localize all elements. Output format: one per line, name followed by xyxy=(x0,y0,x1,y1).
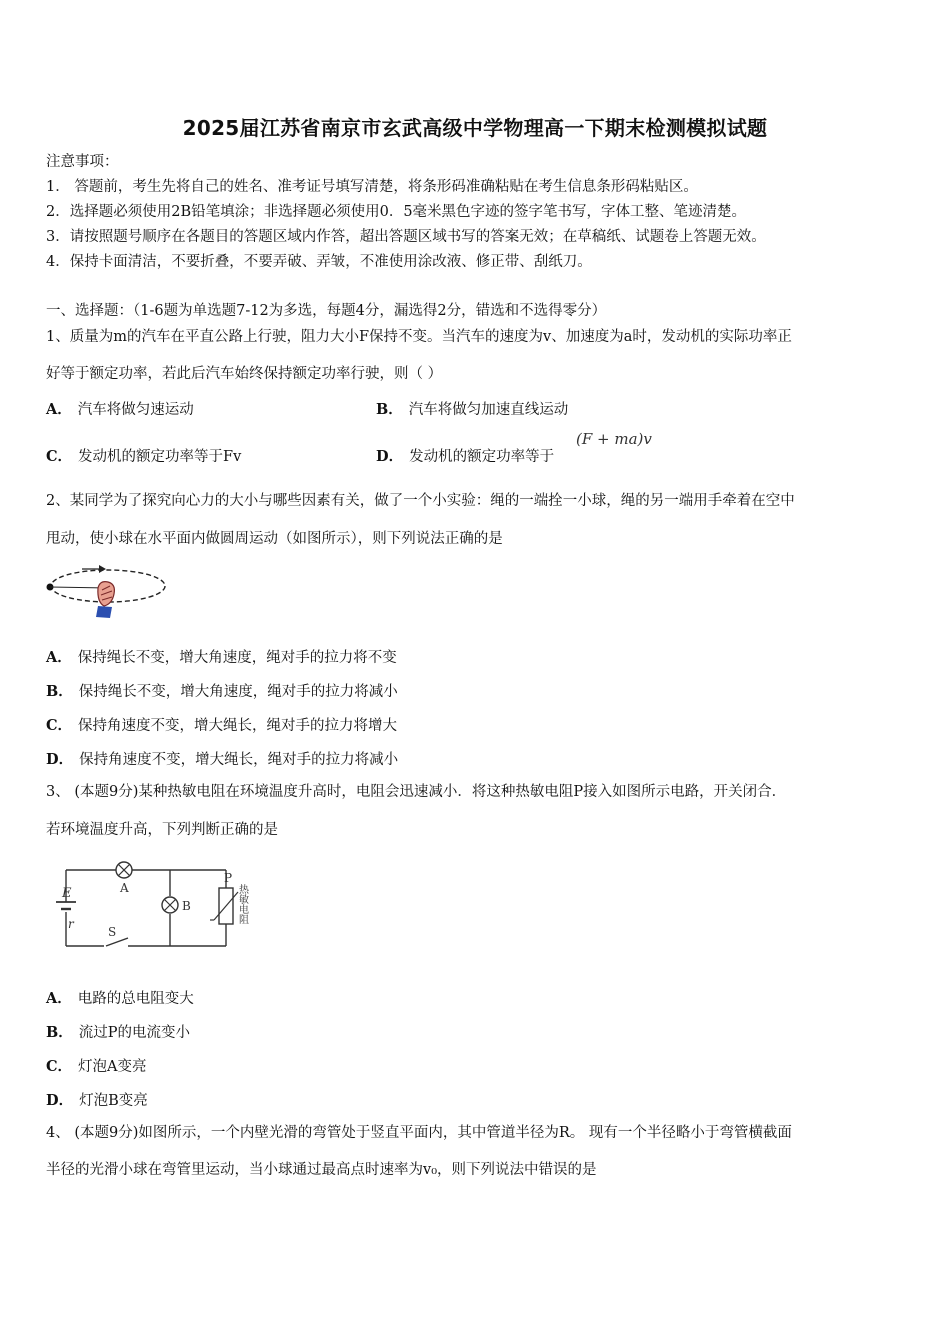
question-2-text: 2、某同学为了探究向心力的大小与哪些因素有关，做了一个小实验：绳的一端拴一小球，绳的另一端用手牵着在空中 xyxy=(46,493,795,509)
sleeve-icon xyxy=(96,606,112,618)
question-2-text: 甩动，使小球在水平面内做圆周运动（如图所示），则下列说法正确的是 xyxy=(46,531,503,547)
option-text: 流过P的电流变小 xyxy=(78,1025,191,1041)
option-text: 保持角速度不变，增大绳长，绳对手的拉力将增大 xyxy=(78,718,398,734)
question-4-text: 半径的光滑小球在弯管里运动，当小球通过最高点时速率为v₀，则下列说法中错误的是 xyxy=(46,1162,597,1178)
switch-lever xyxy=(106,938,128,946)
option-text: 发动机的额定功率等于 xyxy=(409,449,555,465)
circular-motion-figure xyxy=(42,560,170,630)
option-label: D． xyxy=(46,1092,74,1109)
option-label: B． xyxy=(46,683,73,700)
option-text: 发动机的额定功率等于Fv xyxy=(78,449,242,465)
option-text: 灯泡B变亮 xyxy=(79,1093,148,1109)
q3-option-d[interactable] xyxy=(46,1089,148,1110)
q2-option-d[interactable] xyxy=(46,748,398,769)
label-e: E xyxy=(62,886,72,901)
q1-option-c[interactable] xyxy=(46,445,241,466)
option-text: 保持绳长不变，增大角速度，绳对手的拉力将减小 xyxy=(78,684,398,700)
formula-power: (F + ma)v xyxy=(576,430,652,448)
question-4-text: 4、 (本题9分)如图所示，一个内壁光滑的弯管处于竖直平面内，其中管道半径为R。 现有一个半径略小于弯管横截面 xyxy=(46,1125,792,1141)
option-label: D． xyxy=(376,448,404,465)
question-1-text: 1、质量为m的汽车在平直公路上行驶，阻力大小F保持不变。当汽车的速度为v、加速度为a时，发动机的实际功率正 xyxy=(46,329,792,345)
note-item: 4．保持卡面清洁，不要折叠，不要弄破、弄皱，不准使用涂改液、修正带、刮纸刀。 xyxy=(46,254,592,270)
option-text: 灯泡A变亮 xyxy=(78,1059,147,1075)
label-s: S xyxy=(108,925,117,939)
q1-option-d[interactable] xyxy=(376,445,554,466)
option-label: C． xyxy=(46,1058,73,1075)
question-3-text: 若环境温度升高，下列判断正确的是 xyxy=(46,822,278,838)
q3-option-a[interactable] xyxy=(46,987,194,1008)
question-3-text: 3、 (本题9分)某种热敏电阻在环境温度升高时，电阻会迅速减小．将这种热敏电阻P接入如图所示电路，开关闭合． xyxy=(46,784,787,800)
section-heading: 一、选择题：（1-6题为单选题7-12为多选，每题4分，漏选得2分，错选和不选得零分） xyxy=(46,303,607,319)
option-text: 保持角速度不变，增大绳长，绳对手的拉力将减小 xyxy=(79,752,399,768)
label-p: P xyxy=(224,871,233,885)
q1-option-a[interactable] xyxy=(46,398,194,419)
option-text: 电路的总电阻变大 xyxy=(77,991,194,1007)
q2-option-b[interactable] xyxy=(46,680,398,701)
note-item: 2．选择题必须使用2B铅笔填涂；非选择题必须使用0．5毫米黑色字迹的签字笔书写，字体工整、笔迹清楚。 xyxy=(46,204,747,220)
q3-option-b[interactable] xyxy=(46,1021,190,1042)
note-item: 1． 答题前，考生先将自己的姓名、准考证号填写清楚，将条形码准确粘贴在考生信息条形码粘贴区。 xyxy=(46,179,698,195)
option-label: B． xyxy=(376,401,403,418)
option-label: A． xyxy=(46,990,72,1007)
notes-heading: 注意事项： xyxy=(46,154,119,170)
question-1-text: 好等于额定功率，若此后汽车始终保持额定功率行驶，则（ ） xyxy=(46,366,443,382)
option-text: 汽车将做匀速运动 xyxy=(77,402,194,418)
arrow-head-icon xyxy=(99,565,106,573)
circuit-diagram xyxy=(44,852,264,962)
option-text: 汽车将做匀加速直线运动 xyxy=(408,402,569,418)
option-text: 保持绳长不变，增大角速度，绳对手的拉力将不变 xyxy=(77,650,397,666)
label-a: A xyxy=(120,881,129,895)
option-label: D． xyxy=(46,751,74,768)
label-thermistor: 热敏电阻 xyxy=(236,884,248,924)
q2-option-a[interactable] xyxy=(46,646,397,667)
label-b: B xyxy=(182,899,191,913)
option-label: A． xyxy=(46,649,72,666)
option-label: C． xyxy=(46,717,73,734)
q3-option-c[interactable] xyxy=(46,1055,147,1076)
option-label: A． xyxy=(46,401,72,418)
option-label: C． xyxy=(46,448,73,465)
page-title: 2025届江苏省南京市玄武高级中学物理高一下期末检测模拟试题 xyxy=(182,116,768,140)
option-label: B． xyxy=(46,1024,73,1041)
q1-option-b[interactable] xyxy=(376,398,568,419)
label-r: r xyxy=(68,917,74,931)
q2-option-c[interactable] xyxy=(46,714,397,735)
note-item: 3．请按照题号顺序在各题目的答题区域内作答，超出答题区域书写的答案无效；在草稿纸、试题卷上答题无效。 xyxy=(46,229,766,245)
